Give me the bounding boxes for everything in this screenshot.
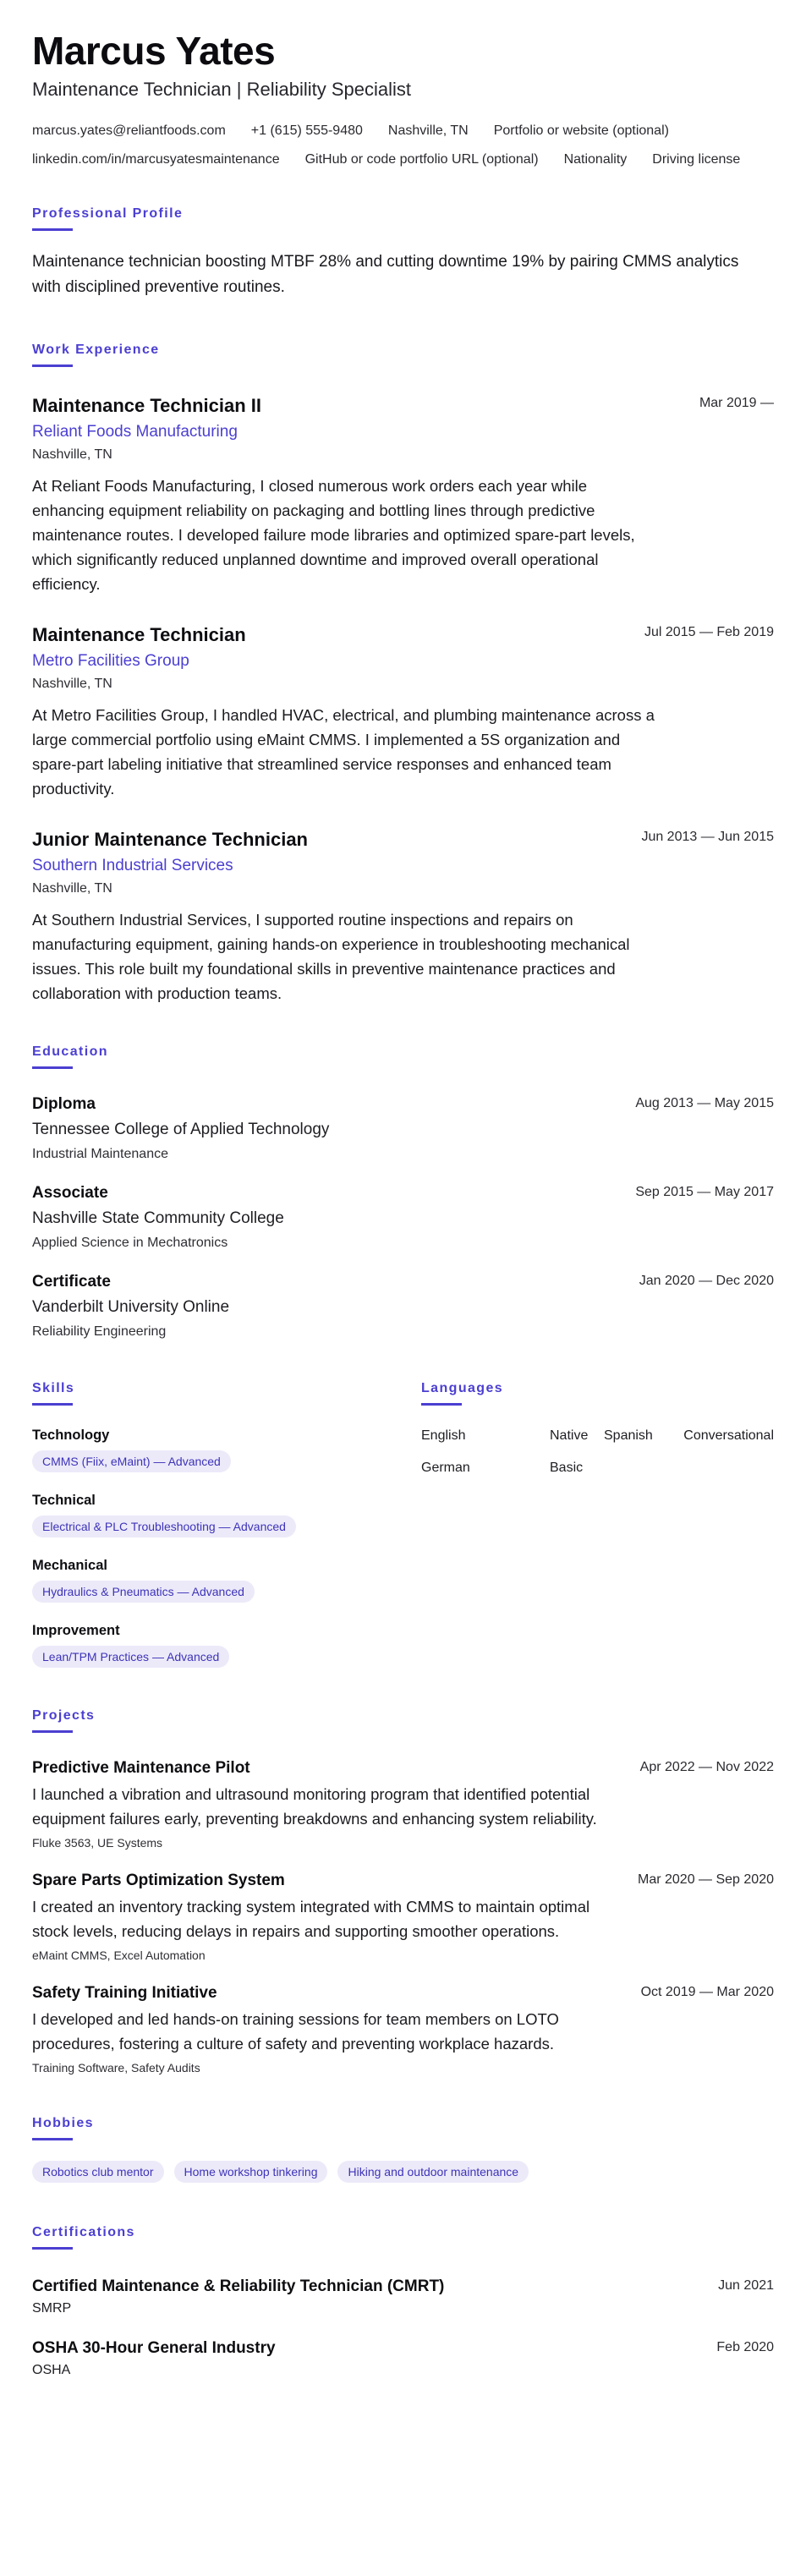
skill-chip: Hydraulics & Pneumatics — Advanced — [32, 1581, 255, 1603]
project-item — [32, 1983, 774, 2075]
candidate-name: Marcus Yates — [32, 29, 276, 73]
certification-issuer: SMRP — [32, 2301, 72, 2316]
skills-languages-row — [32, 1381, 774, 1668]
education-section — [32, 1044, 774, 1342]
project-description: I launched a vibration and ultrasound monitoring program that identified potential equipment failures early, preventing breakdowns and enhancing system reliability. — [32, 1785, 597, 1828]
contact-driving-license: Driving license — [652, 152, 741, 167]
certifications-section — [32, 2225, 774, 2380]
job-location: Nashville, TN — [32, 881, 112, 896]
hobby-list — [32, 2161, 774, 2183]
project-description: I developed and led hands-on training sessions for team members on LOTO procedures, fostering a culture of safety and preventing workplace hazards. — [32, 2010, 559, 2053]
job-location: Nashville, TN — [32, 677, 112, 691]
skill-category: Technical — [32, 1493, 96, 1508]
project-title: Spare Parts Optimization System — [32, 1872, 285, 1889]
contact-phone[interactable]: +1 (615) 555-9480 — [250, 123, 363, 138]
hobby-chip: Robotics club mentor — [32, 2161, 164, 2183]
candidate-headline: Maintenance Technician | Reliability Specialist — [32, 79, 411, 100]
section-divider — [32, 364, 73, 367]
section-title: Languages — [421, 1381, 504, 1395]
skill-chip: Lean/TPM Practices — Advanced — [32, 1646, 229, 1668]
company-name: Metro Facilities Group — [32, 652, 189, 670]
degree: Diploma — [32, 1095, 96, 1113]
language-level: Native — [550, 1428, 589, 1443]
hobbies-section — [32, 2116, 774, 2183]
language-name: English — [421, 1428, 466, 1443]
section-divider — [32, 2138, 73, 2140]
skills-section — [32, 1381, 421, 1668]
project-description: I created an inventory tracking system integrated with CMMS to maintain optimal stock levels, reducing delays in repairs and supporting smoother operations. — [32, 1898, 590, 1940]
experience-dates: Mar 2019 — — [699, 396, 774, 410]
skill-category: Mechanical — [32, 1558, 107, 1573]
language-level: Basic — [550, 1461, 584, 1475]
education-dates: Aug 2013 — May 2015 — [635, 1096, 774, 1110]
contact-location: Nashville, TN — [387, 123, 469, 138]
section-divider — [32, 1730, 73, 1733]
language-name: German — [421, 1461, 470, 1475]
experience-item — [32, 828, 774, 1006]
field-of-study: Industrial Maintenance — [32, 1147, 168, 1161]
school-name: Vanderbilt University Online — [32, 1298, 230, 1316]
project-item — [32, 1758, 774, 1850]
project-tech: Fluke 3563, UE Systems — [32, 1836, 163, 1850]
skill-chip: CMMS (Fiix, eMaint) — Advanced — [32, 1450, 231, 1472]
job-description: At Reliant Foods Manufacturing, I closed numerous work orders each year while enhancing equipment reliability on packaging and bottling lines through predictive maintenance routes. I developed failure mode libraries and optimized spare-part levels, which significantly reduced unplanned downtime and improved overall operational efficiency. — [32, 477, 635, 593]
contact-github[interactable]: GitHub or code portfolio URL (optional) — [304, 152, 539, 167]
education-dates: Jan 2020 — Dec 2020 — [639, 1274, 774, 1288]
job-title: Maintenance Technician II — [32, 395, 261, 416]
experience-dates: Jul 2015 — Feb 2019 — [644, 625, 774, 639]
section-title: Professional Profile — [32, 206, 184, 221]
skill-category: Technology — [32, 1428, 110, 1443]
job-description: At Southern Industrial Services, I supported routine inspections and repairs on manufacturing equipment, gaining hands-on experience in troubleshooting mechanical issues. This role built my foundational skills in preventive maintenance practices and collaboration with production teams. — [32, 911, 630, 1002]
field-of-study: Reliability Engineering — [32, 1324, 167, 1339]
section-divider — [421, 1403, 462, 1406]
language-row — [421, 1428, 774, 1444]
company-name: Reliant Foods Manufacturing — [32, 423, 238, 441]
job-title: Maintenance Technician — [32, 624, 246, 645]
section-title: Certifications — [32, 2225, 135, 2239]
contact-linkedin[interactable]: linkedin.com/in/marcusyatesmaintenance — [32, 152, 280, 167]
education-item — [32, 1183, 774, 1253]
experience-item — [32, 623, 774, 801]
education-item — [32, 1094, 774, 1165]
certification-date: Feb 2020 — [716, 2340, 774, 2354]
education-dates: Sep 2015 — May 2017 — [635, 1185, 774, 1199]
profile-summary: Maintenance technician boosting MTBF 28% and cutting downtime 19% by pairing CMMS analytics with disciplined preventive routines. — [32, 253, 739, 296]
section-title: Education — [32, 1044, 108, 1059]
certification-item — [32, 2277, 774, 2318]
section-title: Work Experience — [32, 343, 160, 357]
education-item — [32, 1272, 774, 1342]
section-title: Hobbies — [32, 2116, 94, 2130]
contact-list — [32, 117, 776, 174]
project-dates: Mar 2020 — Sep 2020 — [638, 1872, 774, 1887]
school-name: Tennessee College of Applied Technology — [32, 1121, 330, 1138]
profile-section — [32, 206, 774, 300]
degree: Certificate — [32, 1273, 111, 1291]
skill-chip: Electrical & PLC Troubleshooting — Advanced — [32, 1515, 296, 1537]
certification-item — [32, 2338, 774, 2380]
contact-nationality: Nationality — [563, 152, 628, 167]
project-item — [32, 1871, 774, 1963]
project-title: Safety Training Initiative — [32, 1984, 217, 2002]
field-of-study: Applied Science in Mechatronics — [32, 1236, 228, 1250]
company-name: Southern Industrial Services — [32, 857, 233, 874]
certification-date: Jun 2021 — [718, 2278, 774, 2293]
section-title: Skills — [32, 1381, 75, 1395]
skill-category: Improvement — [32, 1623, 120, 1638]
experience-item — [32, 394, 774, 596]
project-dates: Apr 2022 — Nov 2022 — [639, 1760, 774, 1774]
school-name: Nashville State Community College — [32, 1209, 284, 1227]
job-location: Nashville, TN — [32, 447, 112, 462]
degree: Associate — [32, 1184, 108, 1202]
hobby-chip: Home workshop tinkering — [174, 2161, 328, 2183]
certification-name: OSHA 30-Hour General Industry — [32, 2339, 276, 2357]
contact-website[interactable]: Portfolio or website (optional) — [493, 123, 669, 138]
languages-section — [421, 1381, 774, 1668]
language-level: Conversational — [683, 1428, 774, 1443]
certification-issuer: OSHA — [32, 2363, 71, 2377]
language-name: Spanish — [604, 1428, 653, 1443]
language-row — [421, 1460, 774, 1477]
project-dates: Oct 2019 — Mar 2020 — [640, 1985, 774, 1999]
section-divider — [32, 2247, 73, 2250]
experience-dates: Jun 2013 — Jun 2015 — [641, 830, 774, 844]
contact-email[interactable]: marcus.yates@reliantfoods.com — [32, 123, 226, 138]
project-tech: eMaint CMMS, Excel Automation — [32, 1948, 206, 1962]
experience-section — [32, 343, 774, 1006]
section-divider — [32, 228, 73, 231]
project-title: Predictive Maintenance Pilot — [32, 1759, 250, 1777]
section-divider — [32, 1066, 73, 1069]
job-title: Junior Maintenance Technician — [32, 829, 308, 850]
projects-section — [32, 1708, 774, 2075]
section-title: Projects — [32, 1708, 96, 1723]
hobby-chip: Hiking and outdoor maintenance — [337, 2161, 529, 2183]
section-divider — [32, 1403, 73, 1406]
certification-name: Certified Maintenance & Reliability Technician (CMRT) — [32, 2277, 445, 2295]
project-tech: Training Software, Safety Audits — [32, 2061, 200, 2075]
job-description: At Metro Facilities Group, I handled HVAC, electrical, and plumbing maintenance across a large commercial portfolio using eMaint CMMS. I implemented a 5S organization and spare-part labeling initiative that streamlined service responses and enhanced team productivity. — [32, 706, 655, 797]
resume-header — [32, 29, 774, 174]
